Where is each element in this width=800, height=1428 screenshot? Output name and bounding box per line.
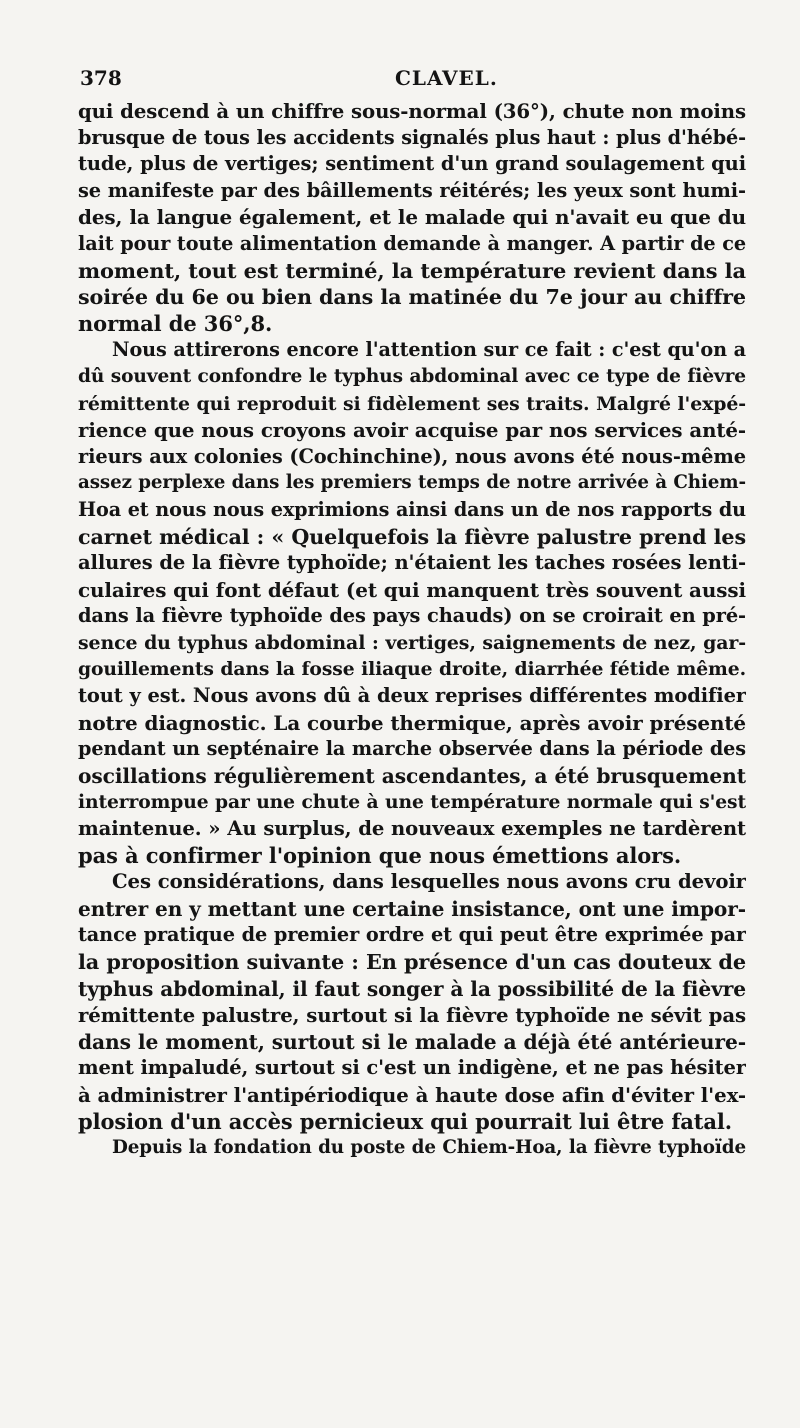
text-line: tude, plus de vertiges; sentiment d'un grand soulagement qui <box>78 152 746 176</box>
page-number: 378 <box>80 66 122 90</box>
text-line: tance pratique de premier ordre et qui peut être exprimée par <box>78 923 746 947</box>
text-line: Hoa et nous nous exprimions ainsi dans un de nos rapports du <box>78 497 746 521</box>
text-line: la proposition suivante : En présence d'un cas douteux de <box>78 949 746 974</box>
text-line: soirée du 6e ou bien dans la matinée du 7e jour au chiffre <box>78 285 746 310</box>
text-line: rémittente palustre, surtout si la fièvre typhoïde ne sévit pas <box>78 1003 746 1028</box>
text-line: qui descend à un chiffre sous-normal (36°), chute non moins <box>78 99 746 123</box>
text-line: pas à confirmer l'opinion que nous émettions alors. <box>78 842 682 868</box>
body-text <box>78 98 746 1162</box>
text-line: assez perplexe dans les premiers temps de notre arrivée à Chiem- <box>78 472 746 494</box>
text-line: maintenue. » Au surplus, de nouveaux exemples ne tardèrent <box>78 817 746 841</box>
text-line: dans la fièvre typhoïde des pays chauds) on se croirait en pré- <box>78 604 746 628</box>
text-line: gouillements dans la fosse iliaque droite, diarrhée fétide même. <box>78 658 746 681</box>
text-line: normal de 36°,8. <box>78 310 273 336</box>
text-line: oscillations régulièrement ascendantes, a été brusquement <box>78 763 746 788</box>
text-line: sence du typhus abdominal : vertiges, saignements de nez, gar- <box>78 631 746 654</box>
text-line: à administrer l'antipériodique à haute dose afin d'éviter l'ex- <box>78 1082 746 1107</box>
text-line: interrompue par une chute à une température normale qui s'est <box>78 791 746 814</box>
text-line: tout y est. Nous avons dû à deux reprises différentes modifier <box>78 684 746 708</box>
text-line: rémittente qui reproduit si fidèlement ses traits. Malgré l'expé- <box>78 392 746 415</box>
text-line: lait pour toute alimentation demande à manger. A partir de ce <box>78 231 746 255</box>
text-line: des, la langue également, et le malade qui n'avait eu que du <box>78 205 746 230</box>
text-line: rience que nous croyons avoir acquise par nos services anté- <box>78 418 746 443</box>
text-line: ment impaludé, surtout si c'est un indigène, et ne pas hésiter <box>78 1056 746 1080</box>
text-line: Nous attirerons encore l'attention sur ce fait : c'est qu'on a <box>112 338 746 362</box>
running-head: CLAVEL. <box>395 66 498 90</box>
text-line: Ces considérations, dans lesquelles nous avons cru devoir <box>112 870 746 894</box>
text-line: culaires qui font défaut (et qui manquent très souvent aussi <box>78 577 746 602</box>
text-line: pendant un septénaire la marche observée dans la période des <box>78 737 746 761</box>
text-line: dû souvent confondre le typhus abdominal avec ce type de fièvre <box>78 365 746 387</box>
text-line: allures de la fièvre typhoïde; n'étaient les taches rosées lenti- <box>78 551 746 575</box>
text-line: rieurs aux colonies (Cochinchine), nous avons été nous-même <box>78 444 746 468</box>
text-line: entrer en y mettant une certaine insistance, ont une impor- <box>78 896 746 921</box>
text-line: carnet médical : « Quelquefois la fièvre palustre prend les <box>78 524 746 549</box>
text-line: plosion d'un accès pernicieux qui pourrait lui être fatal. <box>78 1108 732 1134</box>
text-line: typhus abdominal, il faut songer à la possibilité de la fièvre <box>78 976 746 1001</box>
text-line: dans le moment, surtout si le malade a déjà été antérieure- <box>78 1029 746 1054</box>
page-header <box>80 66 742 90</box>
text-line: notre diagnostic. La courbe thermique, après avoir présenté <box>78 710 746 735</box>
text-line: Depuis la fondation du poste de Chiem-Hoa, la fièvre typhoïde <box>112 1137 746 1159</box>
text-line: brusque de tous les accidents signalés plus haut : plus d'hébé- <box>78 125 746 149</box>
text-line: se manifeste par des bâillements réitérés; les yeux sont humi- <box>78 178 746 202</box>
text-line: moment, tout est terminé, la température revient dans la <box>78 257 746 283</box>
